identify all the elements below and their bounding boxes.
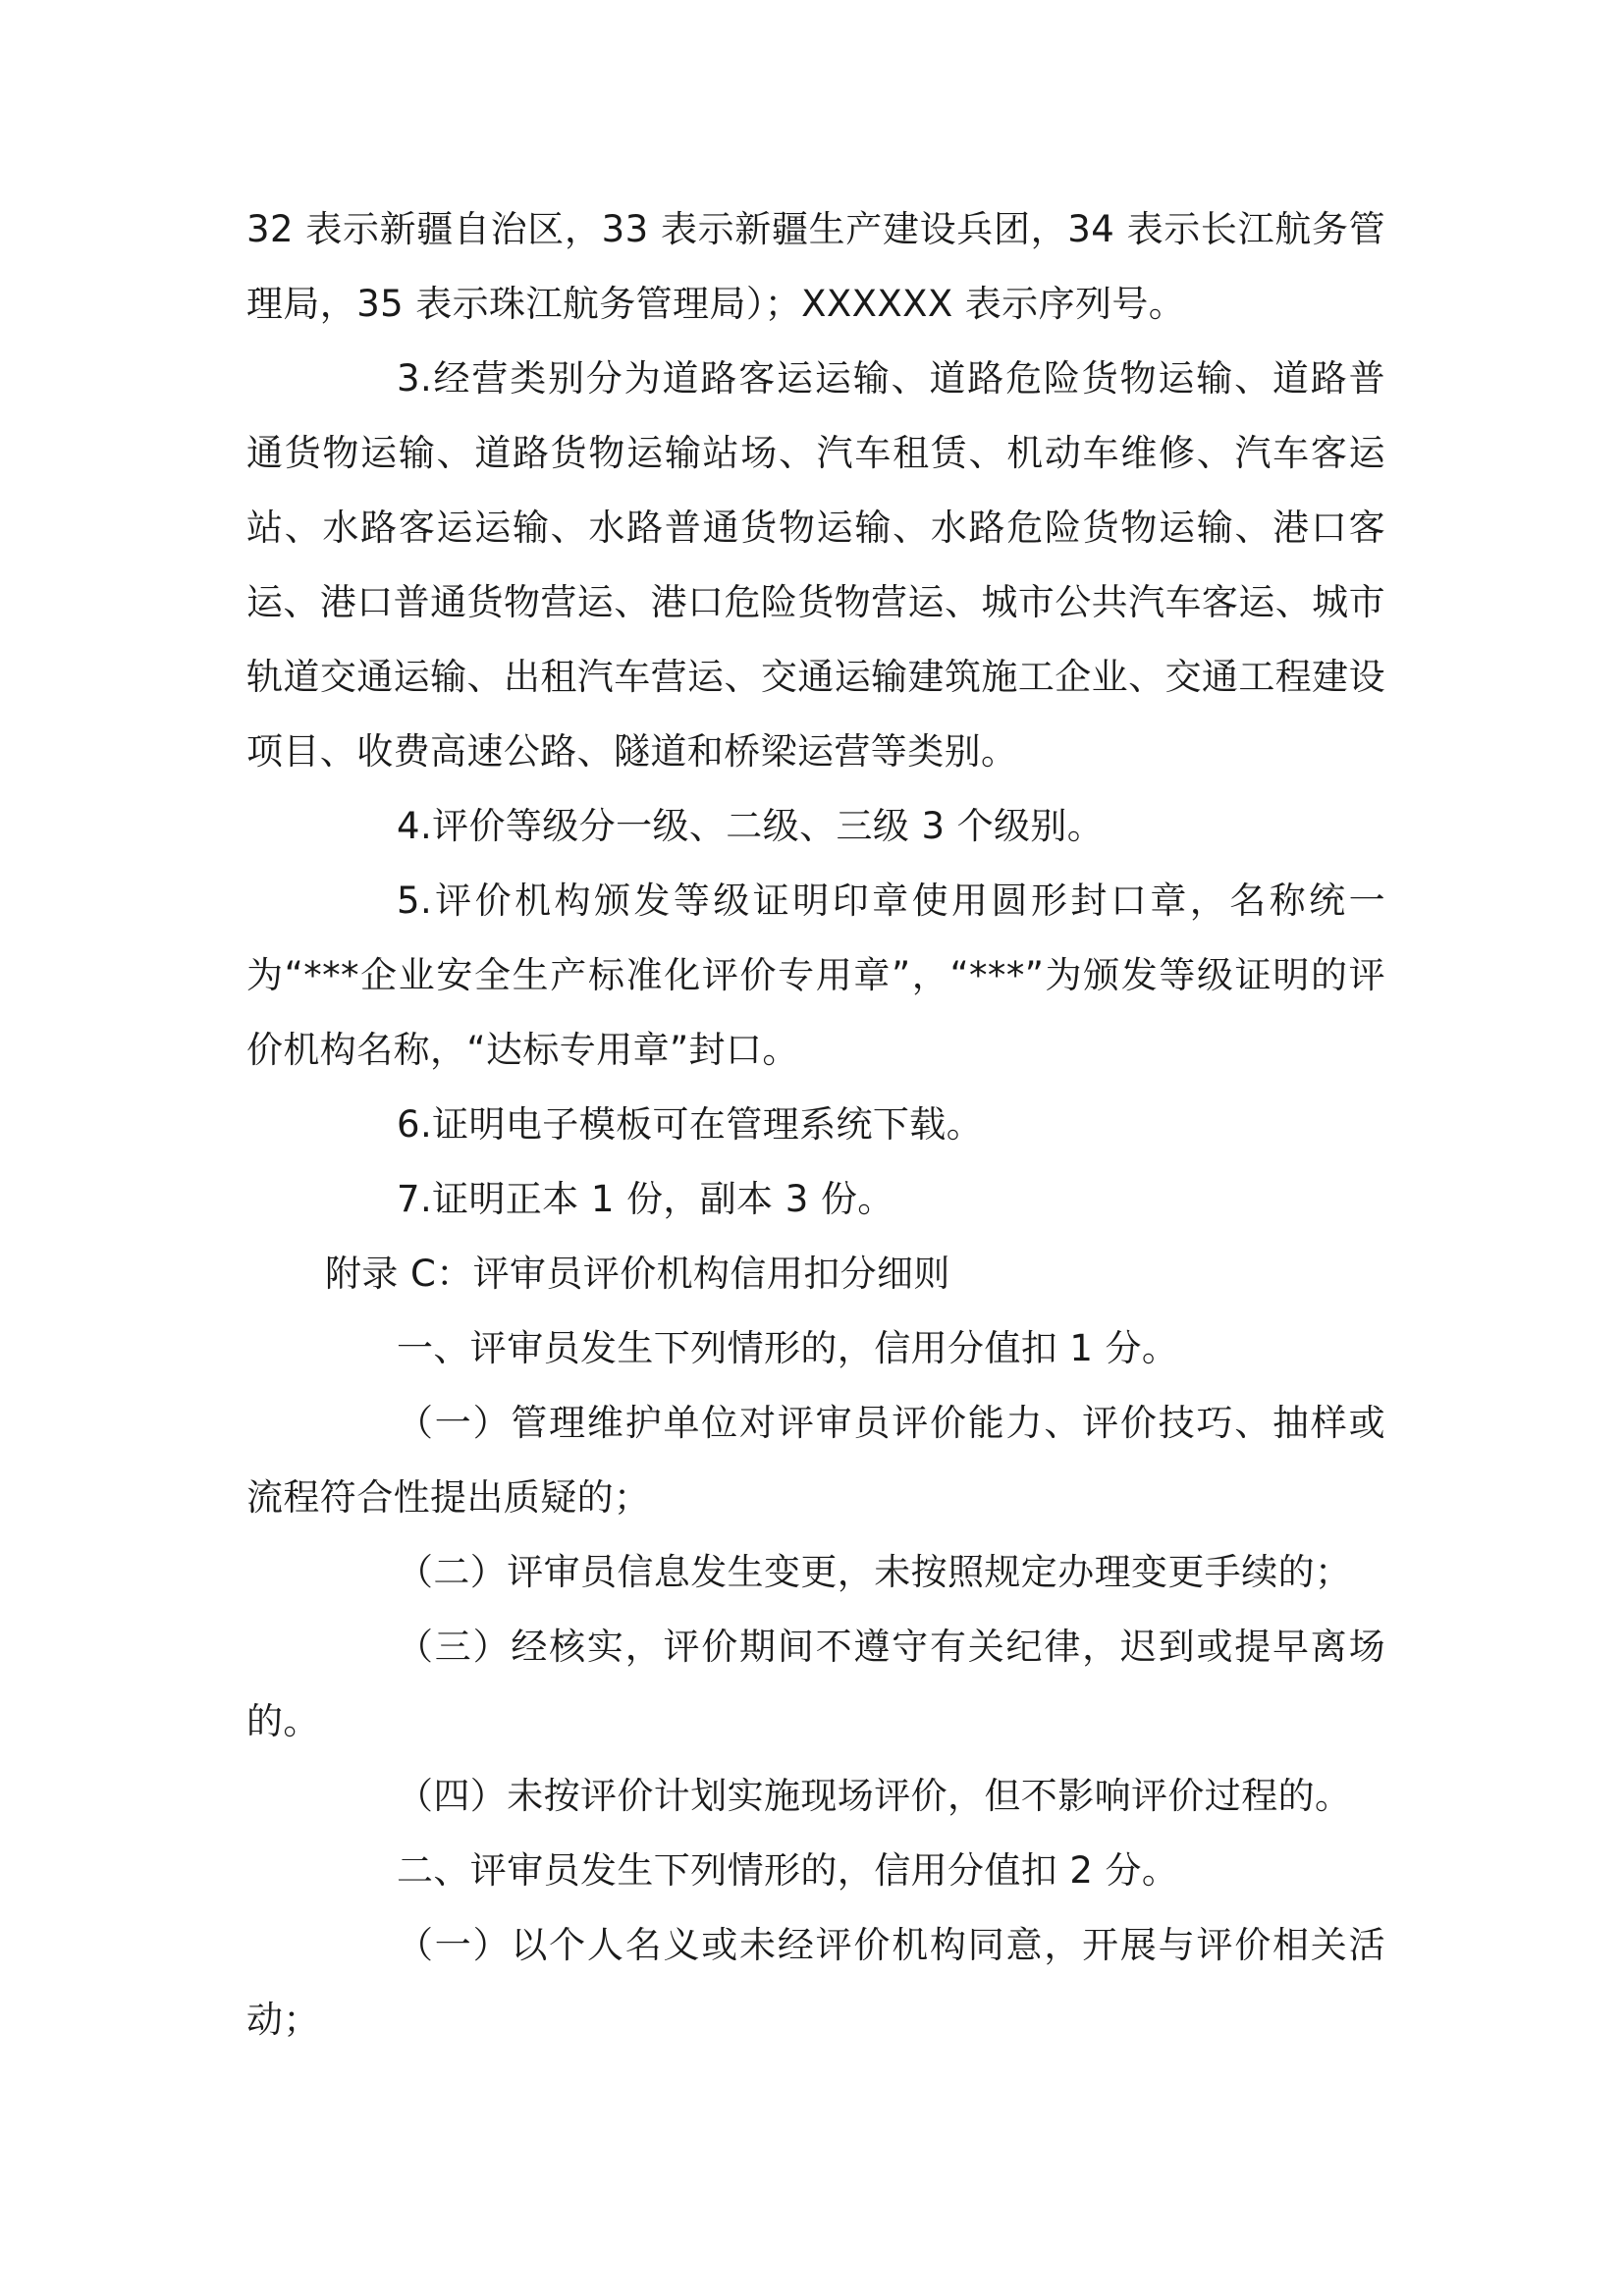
section-one-heading: 一、评审员发生下列情形的，信用分值扣 1 分。	[397, 1327, 1179, 1369]
section-two-item-1: （一）以个人名义或未经评价机构同意，开展与评价相关活动；	[246, 1924, 1385, 2041]
paragraph-certificate-copies: 7.证明正本 1 份，副本 3 份。	[397, 1178, 894, 1220]
appendix-c-heading: 附录 C：评审员评价机构信用扣分细则	[325, 1253, 950, 1295]
paragraph-region-codes: 32 表示新疆自治区，33 表示新疆生产建设兵团，34 表示长江航务管理局，35 表示珠江航务管理局）；XXXXXX 表示序列号。	[246, 208, 1385, 325]
section-one-item-3: （三）经核实，评价期间不遵守有关纪律，迟到或提早离场的。	[246, 1626, 1385, 1742]
paragraph-seal-usage: 5.评价机构颁发等级证明印章使用圆形封口章，名称统一为“***企业安全生产标准化评价专用章”，“***”为颁发等级证明的评价机构名称，“达标专用章”封口。	[246, 880, 1385, 1071]
section-one-item-1: （一）管理维护单位对评审员评价能力、评价技巧、抽样或流程符合性提出质疑的；	[246, 1402, 1385, 1519]
paragraph-rating-levels: 4.评价等级分一级、二级、三级 3 个级别。	[397, 805, 1105, 847]
section-one-item-2: （二）评审员信息发生变更，未按照规定办理变更手续的；	[397, 1551, 1352, 1593]
paragraph-template-download: 6.证明电子模板可在管理系统下载。	[397, 1103, 984, 1146]
section-one-item-4: （四）未按评价计划实施现场评价，但不影响评价过程的。	[397, 1775, 1352, 1817]
document-body	[246, 192, 1385, 2057]
paragraph-business-categories: 3.经营类别分为道路客运运输、道路危险货物运输、道路普通货物运输、道路货物运输站场、汽车租赁、机动车维修、汽车客运站、水路客运运输、水路普通货物运输、水路危险货物运输、港口客运、港口普通货物营运、港口危险货物营运、城市公共汽车客运、城市轨道交通运输、出租汽车营运、交通运输建筑施工企业、交通工程建设项目、收费高速公路、隧道和桥梁运营等类别。	[246, 357, 1385, 773]
section-two-heading: 二、评审员发生下列情形的，信用分值扣 2 分。	[397, 1849, 1179, 1892]
